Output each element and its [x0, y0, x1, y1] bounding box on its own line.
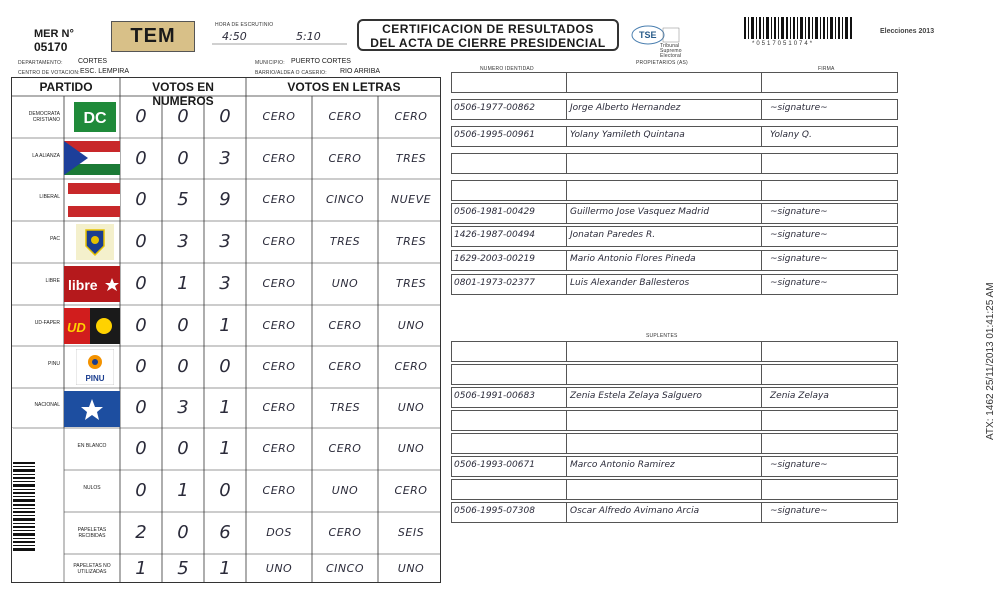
col-numeros-header: VOTOS EN NUMEROS	[152, 80, 214, 108]
signature-row	[451, 72, 898, 93]
signature-row	[451, 341, 898, 362]
vote-word: CERO	[262, 360, 296, 373]
vote-word: UNO	[397, 318, 425, 332]
municipio-label: MUNICIPIO:	[255, 60, 285, 66]
signature-row	[451, 364, 898, 385]
vote-word: CERO	[262, 318, 296, 332]
signature: ~signature~	[770, 230, 828, 240]
party-label: LIBRE	[45, 278, 60, 284]
aldea-value: RIO ARRIBA	[340, 68, 381, 75]
signature-row	[451, 99, 898, 120]
signature-row	[451, 433, 898, 454]
title-line1: CERTIFICACION DE RESULTADOS	[382, 22, 594, 36]
vote-digit: 1	[135, 558, 147, 579]
centro-label: CENTRO DE VOTACION:	[18, 70, 80, 76]
vote-digit: 0	[219, 356, 231, 377]
vote-digit: 5	[177, 189, 189, 210]
ud-faper-logo-icon	[64, 308, 120, 344]
member-name: Marco Antonio Ramirez	[570, 460, 675, 470]
vertical-barcode-icon	[13, 462, 41, 554]
hours-label: HORA DE ESCRUTINIO	[215, 22, 274, 28]
signature-cell	[567, 342, 762, 361]
party-label: NACIONAL	[34, 402, 60, 408]
vote-word: CINCO	[326, 193, 364, 206]
time-underline	[212, 38, 347, 46]
signature-cell	[452, 480, 567, 499]
svg-text:DC: DC	[83, 110, 107, 127]
vote-digit: 0	[135, 397, 147, 418]
tem-badge: TEM	[111, 21, 195, 52]
liberal-logo-icon	[68, 183, 120, 217]
member-name: Jorge Alberto Hernandez	[570, 103, 681, 113]
svg-text:libre: libre	[68, 277, 98, 293]
party-label: PAPELETAS RECIBIDAS	[77, 527, 107, 539]
vote-digit: 0	[135, 106, 147, 127]
party-label: NULOS	[83, 485, 101, 491]
member-name: Zenia Estela Zelaya Salguero	[570, 391, 702, 401]
signature-row	[451, 387, 898, 408]
col-partido-header: PARTIDO	[39, 80, 93, 94]
member-name: Jonatan Paredes R.	[570, 230, 656, 240]
party-label: UD-FAPER	[34, 319, 60, 326]
vote-word: CERO	[262, 277, 296, 290]
dc-logo-icon	[74, 102, 116, 132]
signature-row	[451, 226, 898, 247]
svg-text:PINU: PINU	[85, 374, 105, 383]
id-number: 1629-2003-00219	[454, 254, 535, 264]
document-title	[357, 19, 619, 51]
municipio-value: PUERTO CORTES	[291, 58, 351, 65]
vote-digit: 0	[135, 147, 147, 169]
signature: ~signature~	[770, 207, 828, 217]
pinu-logo-icon	[76, 349, 114, 385]
id-number: 0801-1973-02377	[454, 278, 535, 288]
member-name: Yolany Yamileth Quintana	[570, 130, 685, 140]
vote-digit: 6	[219, 522, 231, 543]
signature-cell	[452, 73, 567, 92]
vote-digit: 0	[177, 314, 189, 336]
vote-digit: 0	[177, 438, 189, 459]
vote-word: CERO	[262, 442, 296, 455]
signature-cell	[762, 73, 899, 92]
vote-word: CERO	[262, 235, 296, 248]
vote-digit: 3	[219, 273, 231, 294]
signature-cell	[567, 365, 762, 384]
vote-digit: 0	[177, 522, 189, 543]
id-number: 0506-1991-00683	[454, 391, 535, 401]
header-num: NUMERO IDENTIDAD	[480, 66, 534, 72]
signature-row	[451, 126, 898, 147]
signature-cell	[567, 480, 762, 499]
vote-digit: 1	[177, 480, 189, 501]
signature-cell	[567, 434, 762, 453]
signature: ~signature~	[770, 460, 828, 470]
id-number: 0506-1993-00671	[454, 460, 535, 470]
vote-digit: 0	[135, 189, 147, 210]
vote-word: UNO	[397, 401, 425, 414]
alianza-logo-icon	[64, 141, 120, 175]
signature-cell	[452, 411, 567, 430]
signature: Zenia Zelaya	[770, 391, 829, 401]
vote-digit: 0	[135, 314, 147, 336]
party-label: EN BLANCO	[77, 443, 107, 449]
vote-word: CERO	[262, 401, 296, 414]
party-label: LIBERAL	[39, 194, 60, 200]
signature-cell	[762, 154, 899, 173]
vote-word: UNO	[331, 277, 359, 290]
signature-cell	[762, 480, 899, 499]
vote-word: TRES	[395, 151, 427, 165]
signature-cell	[567, 181, 762, 200]
vote-digit: 3	[219, 231, 231, 252]
vote-word: UNO	[397, 562, 425, 575]
vote-digit: 0	[135, 438, 147, 459]
signature-cell	[567, 411, 762, 430]
vote-word: CERO	[328, 360, 362, 373]
vote-word: CINCO	[326, 562, 364, 575]
signature-cell	[452, 342, 567, 361]
party-label: PAPELETAS NO UTILIZADAS	[73, 563, 111, 575]
vote-digit: 0	[135, 273, 147, 294]
barcode-text: *0517051074*	[752, 41, 815, 47]
signature-row	[451, 274, 898, 295]
signature-row	[451, 180, 898, 201]
vote-word: TRES	[395, 277, 427, 290]
signature-row	[451, 502, 898, 523]
pac-logo-icon	[76, 224, 114, 260]
member-name: Guillermo Jose Vasquez Madrid	[570, 207, 710, 217]
vote-digit: 0	[219, 106, 231, 127]
vote-digit: 3	[177, 231, 189, 252]
vote-word: CERO	[262, 484, 296, 497]
time-end: 5:10	[296, 30, 321, 43]
vote-digit: 1	[219, 397, 231, 418]
libre-logo-icon	[64, 266, 120, 302]
member-name: Luis Alexander Ballesteros	[570, 278, 690, 288]
signature-row	[451, 203, 898, 224]
id-number: 0506-1995-00961	[454, 130, 535, 140]
signature: ~signature~	[770, 278, 828, 288]
signature-cell	[452, 154, 567, 173]
vote-digit: 0	[177, 106, 189, 127]
nacional-logo-icon	[64, 391, 120, 427]
vote-word: CERO	[262, 193, 296, 206]
vote-digit: 3	[219, 147, 231, 169]
col-letras-header: VOTOS EN LETRAS	[287, 80, 401, 94]
vote-word: UNO	[397, 442, 425, 455]
id-number: 1426-1987-00494	[454, 230, 535, 240]
signature-cell	[452, 434, 567, 453]
vote-word: UNO	[331, 484, 359, 497]
party-label: LA ALIANZA	[32, 152, 60, 159]
signature-cell	[762, 342, 899, 361]
signature-cell	[762, 365, 899, 384]
signature-cell	[567, 154, 762, 173]
vote-word: TRES	[329, 235, 361, 248]
vote-word: SEIS	[397, 526, 425, 539]
footer-stamp: ATX: 1462 25/11/2013 01:41:25 AM	[985, 282, 996, 440]
mer-label: MER N°	[34, 28, 74, 40]
vote-digit: 1	[177, 273, 189, 294]
vote-digit: 3	[177, 397, 189, 418]
signature-cell	[452, 181, 567, 200]
votes-table	[11, 77, 441, 583]
party-label: DEMOCRATA CRISTIANO	[28, 111, 60, 123]
signature-cell	[452, 365, 567, 384]
vote-word: CERO	[262, 110, 296, 123]
vote-digit: 0	[135, 231, 147, 252]
vote-word: CERO	[262, 151, 296, 165]
vote-word: CERO	[394, 110, 428, 123]
vote-word: NUEVE	[390, 193, 432, 206]
vote-word: CERO	[328, 318, 362, 332]
vote-digit: 1	[219, 558, 231, 579]
vote-word: CERO	[328, 110, 362, 123]
vote-digit: 0	[135, 356, 147, 377]
vote-word: DOS	[266, 526, 292, 539]
id-number: 0506-1977-00862	[454, 103, 535, 113]
party-label: PAC	[50, 236, 60, 242]
signature-row	[451, 456, 898, 477]
vote-word: UNO	[265, 562, 293, 575]
vote-digit: 5	[177, 558, 189, 579]
vote-word: CERO	[328, 526, 362, 539]
signature: ~signature~	[770, 254, 828, 264]
centro-value: ESC. LEMPIRA	[80, 68, 130, 75]
elecciones-label: Elecciones 2013	[880, 28, 935, 35]
signature: ~signature~	[770, 506, 828, 516]
vote-digit: 1	[219, 314, 231, 336]
signature-cell	[762, 434, 899, 453]
header-firma: FIRMA	[818, 66, 835, 72]
member-name: Oscar Alfredo Avimano Arcia	[570, 506, 700, 516]
vote-digit: 0	[177, 356, 189, 377]
vote-word: CERO	[394, 360, 428, 373]
vote-word: CERO	[328, 442, 362, 455]
vote-digit: 0	[135, 480, 147, 501]
time-start: 4:50	[222, 30, 247, 43]
signature-cell	[567, 73, 762, 92]
header-prop: PROPIETARIOS (AS)	[636, 60, 688, 66]
mer-number: 05170	[34, 40, 68, 54]
member-name: Mario Antonio Flores Pineda	[570, 254, 696, 264]
signature: Yolany Q.	[770, 130, 812, 140]
vote-digit: 0	[219, 480, 231, 501]
id-number: 0506-1995-07308	[454, 506, 535, 516]
aldea-label: BARRIO/ALDEA O CASERIO:	[255, 70, 327, 76]
vote-digit: 2	[135, 522, 147, 543]
signature-row	[451, 250, 898, 271]
departamento-value: CORTES	[78, 58, 108, 65]
departamento-label: DEPARTAMENTO:	[18, 60, 63, 66]
id-number: 0506-1981-00429	[454, 207, 535, 217]
signature-row	[451, 410, 898, 431]
svg-text:TSE: TSE	[639, 30, 657, 40]
vote-digit: 9	[219, 189, 231, 210]
suplentes-label: SUPLENTES	[646, 333, 678, 339]
signature-row	[451, 153, 898, 174]
signature: ~signature~	[770, 103, 828, 113]
signature-cell	[762, 411, 899, 430]
tse-text: Tribunal Supremo Electoral	[660, 43, 682, 59]
vote-word: TRES	[329, 401, 361, 414]
party-label: PINU	[48, 361, 60, 367]
signature-cell	[762, 181, 899, 200]
title-line2: DEL ACTA DE CIERRE PRESIDENCIAL	[370, 36, 606, 50]
vote-word: CERO	[328, 151, 362, 165]
vote-word: CERO	[394, 484, 428, 497]
vote-digit: 1	[219, 438, 231, 459]
vote-digit: 0	[177, 147, 189, 169]
vote-word: TRES	[395, 235, 427, 248]
signature-row	[451, 479, 898, 500]
svg-text:UD: UD	[67, 320, 86, 335]
